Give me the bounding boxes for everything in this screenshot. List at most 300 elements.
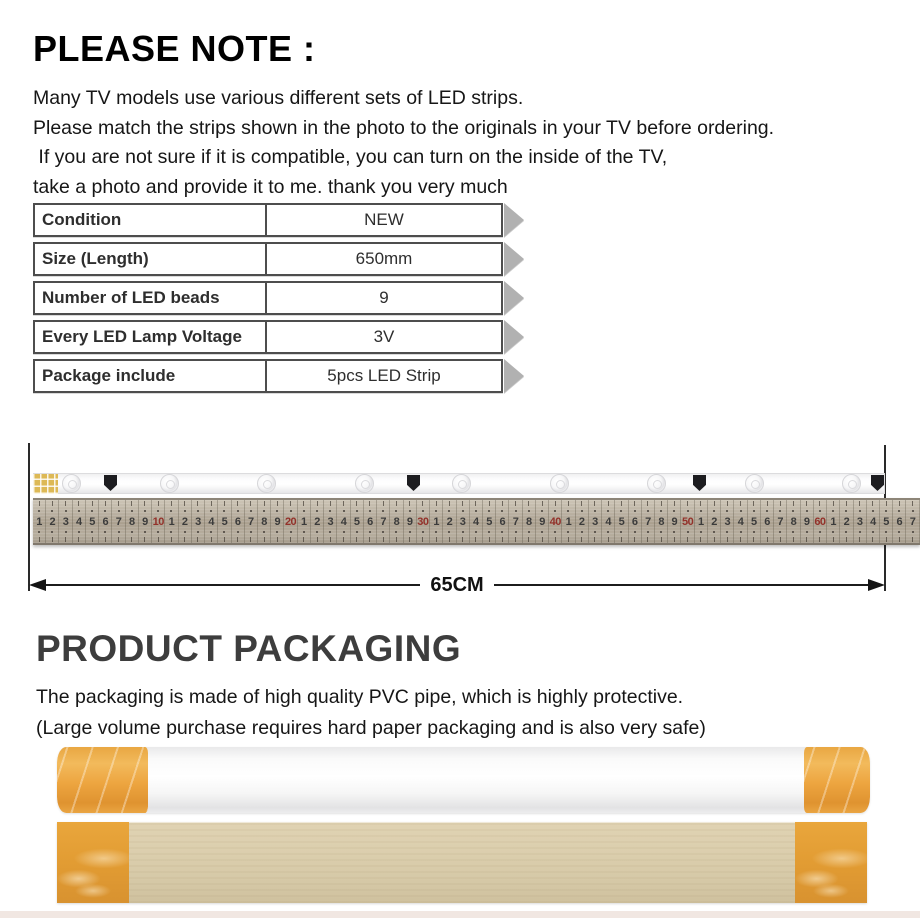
- tick-mark: [872, 501, 873, 506]
- tick-mark: [52, 537, 53, 542]
- tick-dot: [898, 531, 900, 533]
- spec-row-box: [33, 359, 503, 393]
- tick-dot: [356, 510, 358, 512]
- ruler-unit: [33, 500, 46, 543]
- tick-dot: [912, 531, 914, 533]
- ruler-unit: [708, 500, 721, 543]
- tick-dot: [753, 531, 755, 533]
- tick-dot: [528, 510, 530, 512]
- chevron-right-icon: [504, 281, 524, 315]
- dimension-annotation: [29, 574, 885, 596]
- dimension-line: [494, 584, 868, 586]
- ruler-unit: [245, 500, 258, 543]
- tick-dot: [581, 531, 583, 533]
- tick-dot: [184, 531, 186, 533]
- tick-dot: [223, 510, 225, 512]
- tick-mark: [886, 537, 887, 542]
- tick-mark: [475, 501, 476, 506]
- ruler-unit: [179, 500, 192, 543]
- tick-mark: [436, 537, 437, 542]
- ruler-unit: [59, 500, 72, 543]
- led-lens: [452, 474, 471, 493]
- tick-mark: [846, 537, 847, 542]
- tick-dot: [554, 531, 556, 533]
- ruler-unit: [787, 500, 800, 543]
- tick-mark: [859, 537, 860, 542]
- led-lens: [160, 474, 179, 493]
- tick-dot: [184, 510, 186, 512]
- tick-dot: [51, 510, 53, 512]
- tick-mark: [211, 501, 212, 506]
- tick-mark: [171, 501, 172, 506]
- ruler-number: 30: [417, 515, 429, 528]
- cable-connector: [104, 475, 117, 491]
- spec-row-box: [33, 242, 503, 276]
- tick-dot: [567, 531, 569, 533]
- ruler-unit: [284, 500, 297, 543]
- tick-mark: [886, 501, 887, 506]
- tick-mark: [899, 537, 900, 542]
- tick-dot: [766, 510, 768, 512]
- ruler-number: 7: [248, 515, 254, 528]
- cable-connector: [407, 475, 420, 491]
- tick-dot: [687, 531, 689, 533]
- tick-dot: [290, 531, 292, 533]
- spec-row-box: [33, 320, 503, 354]
- tick-dot: [898, 510, 900, 512]
- tick-mark: [581, 537, 582, 542]
- tick-dot: [157, 510, 159, 512]
- ruler-number: 6: [102, 515, 109, 528]
- tick-mark: [846, 501, 847, 506]
- led-lens: [550, 474, 569, 493]
- tick-mark: [674, 537, 675, 542]
- tick-dot: [607, 531, 609, 533]
- table-surface-shadow: [0, 911, 920, 918]
- note-heading: PLEASE NOTE :: [33, 28, 316, 69]
- tick-mark: [714, 501, 715, 506]
- tick-mark: [740, 537, 741, 542]
- ruler-unit: [536, 500, 549, 543]
- tick-dot: [607, 510, 609, 512]
- tick-mark: [647, 537, 648, 542]
- ruler-number: 6: [367, 515, 373, 528]
- tick-mark: [489, 537, 490, 542]
- ruler-unit: [774, 500, 787, 543]
- ruler-number: 3: [195, 515, 201, 528]
- ruler-number: 9: [406, 515, 413, 528]
- ruler-number: 3: [592, 515, 598, 528]
- tick-mark: [489, 501, 490, 506]
- tick-mark: [502, 537, 503, 542]
- arrow-right-icon: [868, 579, 885, 591]
- ruler-unit: [404, 500, 417, 543]
- tick-dot: [912, 510, 914, 512]
- ruler-number: 6: [896, 515, 903, 528]
- measurement-figure: [0, 443, 920, 603]
- tick-dot: [475, 510, 477, 512]
- spec-label: Number of LED beads: [35, 283, 267, 313]
- tick-dot: [210, 510, 212, 512]
- ruler-number: 5: [750, 515, 757, 528]
- led-lens: [257, 474, 276, 493]
- ruler-number: 3: [459, 515, 466, 528]
- ruler-number: 8: [393, 515, 400, 528]
- ruler-number: 7: [645, 515, 651, 528]
- tick-dot: [726, 510, 728, 512]
- tick-mark: [264, 537, 265, 542]
- ruler-unit: [298, 500, 311, 543]
- ruler-unit: [165, 500, 178, 543]
- tick-mark: [383, 537, 384, 542]
- ruler-unit: [483, 500, 496, 543]
- tick-mark: [819, 501, 820, 506]
- tick-dot: [647, 531, 649, 533]
- note-line: If you are not sure if it is compatible, you can turn on the inside of the TV,: [33, 146, 668, 168]
- tick-dot: [51, 531, 53, 533]
- tick-mark: [330, 537, 331, 542]
- tick-dot: [356, 531, 358, 533]
- tick-dot: [104, 531, 106, 533]
- tape-end-right: [804, 747, 870, 813]
- ruler-number: 10: [152, 515, 164, 528]
- tick-mark: [674, 501, 675, 506]
- spec-value: 3V: [373, 327, 395, 346]
- tick-mark: [356, 501, 357, 506]
- tick-mark: [647, 501, 648, 506]
- tick-mark: [740, 501, 741, 506]
- ruler-number: 8: [261, 515, 267, 528]
- ruler-unit: [827, 500, 840, 543]
- ruler-unit: [801, 500, 814, 543]
- tick-dot: [78, 531, 80, 533]
- ruler-number: 7: [512, 515, 519, 528]
- ruler-number: 5: [883, 515, 889, 528]
- ruler-number: 5: [486, 515, 492, 528]
- tick-mark: [568, 537, 569, 542]
- ruler-unit: [642, 500, 655, 543]
- tick-mark: [343, 501, 344, 506]
- tick-mark: [422, 537, 423, 542]
- tick-dot: [316, 531, 318, 533]
- tick-mark: [369, 537, 370, 542]
- ruler-number: 8: [525, 515, 532, 528]
- tick-dot: [65, 531, 67, 533]
- tick-dot: [700, 531, 702, 533]
- ruler-number: 7: [115, 515, 122, 528]
- tick-dot: [369, 510, 371, 512]
- ruler-number: 6: [631, 515, 638, 528]
- ruler-unit: [880, 500, 893, 543]
- ruler-unit: [232, 500, 245, 543]
- tick-mark: [912, 501, 913, 506]
- ruler-number: 3: [327, 515, 334, 528]
- tick-mark: [224, 501, 225, 506]
- tick-dot: [250, 510, 252, 512]
- tick-mark: [39, 537, 40, 542]
- tick-dot: [197, 531, 199, 533]
- ruler-scale: [33, 498, 920, 545]
- tick-dot: [316, 510, 318, 512]
- tick-dot: [501, 531, 503, 533]
- ruler-unit: [655, 500, 668, 543]
- ruler-number: 4: [737, 515, 744, 528]
- tick-mark: [131, 537, 132, 542]
- led-lens: [842, 474, 861, 493]
- tick-mark: [131, 501, 132, 506]
- tick-mark: [634, 501, 635, 506]
- tick-mark: [661, 501, 662, 506]
- spec-row: [33, 203, 524, 237]
- tick-dot: [329, 510, 331, 512]
- tick-dot: [78, 510, 80, 512]
- tick-dot: [435, 510, 437, 512]
- ruler-unit: [589, 500, 602, 543]
- tick-dot: [369, 531, 371, 533]
- tick-dot: [515, 531, 517, 533]
- ruler-number: 4: [76, 515, 82, 528]
- ruler-number: 3: [62, 515, 69, 528]
- ruler-unit: [615, 500, 628, 543]
- ruler-number: 2: [446, 515, 453, 528]
- tick-mark: [290, 501, 291, 506]
- tick-mark: [833, 501, 834, 506]
- ruler-number: 9: [671, 515, 678, 528]
- tick-dot: [263, 510, 265, 512]
- ruler-unit: [390, 500, 403, 543]
- tick-dot: [448, 531, 450, 533]
- spec-value: 9: [379, 288, 389, 307]
- tick-mark: [621, 537, 622, 542]
- ruler-number: 40: [549, 515, 561, 528]
- tick-dot: [872, 510, 874, 512]
- tick-dot: [779, 531, 781, 533]
- ruler-number: 9: [539, 515, 545, 528]
- tick-dot: [250, 531, 252, 533]
- ruler-unit: [523, 500, 536, 543]
- led-lens: [355, 474, 374, 493]
- tick-mark: [608, 537, 609, 542]
- spec-label: Every LED Lamp Voltage: [35, 322, 267, 352]
- tick-dot: [475, 531, 477, 533]
- tick-dot: [620, 531, 622, 533]
- tick-dot: [210, 531, 212, 533]
- tick-mark: [475, 537, 476, 542]
- tick-mark: [687, 537, 688, 542]
- tick-dot: [488, 510, 490, 512]
- ruler-number: 4: [605, 515, 611, 528]
- spec-label: Condition: [35, 205, 267, 235]
- tick-dot: [541, 510, 543, 512]
- tick-mark: [184, 537, 185, 542]
- tick-dot: [303, 510, 305, 512]
- ruler-unit: [139, 500, 152, 543]
- tick-dot: [395, 531, 397, 533]
- tick-dot: [713, 531, 715, 533]
- tick-dot: [528, 531, 530, 533]
- tick-dot: [303, 531, 305, 533]
- solder-pad: [33, 474, 58, 494]
- tick-mark: [144, 501, 145, 506]
- kraft-package-photo: [57, 822, 867, 903]
- ruler-unit: [112, 500, 125, 543]
- tick-dot: [779, 510, 781, 512]
- tick-dot: [462, 510, 464, 512]
- tick-dot: [753, 510, 755, 512]
- tick-mark: [528, 537, 529, 542]
- spec-row: [33, 320, 524, 354]
- tick-mark: [78, 501, 79, 506]
- ruler-number: 3: [856, 515, 863, 528]
- ruler-unit: [443, 500, 456, 543]
- tick-dot: [237, 510, 239, 512]
- led-lens: [62, 474, 81, 493]
- tick-dot: [276, 510, 278, 512]
- tick-dot: [409, 531, 411, 533]
- ruler-unit: [734, 500, 747, 543]
- tick-mark: [859, 501, 860, 506]
- ruler-unit: [761, 500, 774, 543]
- tick-mark: [594, 501, 595, 506]
- tick-mark: [237, 537, 238, 542]
- spec-value: NEW: [364, 210, 404, 229]
- tick-mark: [409, 501, 410, 506]
- ruler-unit: [854, 500, 867, 543]
- tick-mark: [528, 501, 529, 506]
- ruler-unit: [192, 500, 205, 543]
- tick-dot: [488, 531, 490, 533]
- tick-dot: [118, 510, 120, 512]
- ruler-number: 8: [128, 515, 135, 528]
- tick-dot: [885, 510, 887, 512]
- spec-value: 5pcs LED Strip: [327, 366, 441, 385]
- tick-dot: [687, 510, 689, 512]
- cable-connector: [693, 475, 706, 491]
- ruler-number: 4: [473, 515, 479, 528]
- tick-mark: [356, 537, 357, 542]
- ruler-unit: [496, 500, 509, 543]
- ruler-unit: [337, 500, 350, 543]
- tick-mark: [767, 501, 768, 506]
- ruler-unit: [668, 500, 681, 543]
- tick-mark: [250, 501, 251, 506]
- tick-dot: [104, 510, 106, 512]
- tick-mark: [449, 537, 450, 542]
- led-strip: [33, 473, 885, 494]
- tick-dot: [726, 531, 728, 533]
- tick-mark: [727, 501, 728, 506]
- spec-row: [33, 359, 524, 393]
- ruler-unit: [218, 500, 231, 543]
- spec-row-box: [33, 203, 503, 237]
- ruler-unit: [46, 500, 59, 543]
- tick-dot: [462, 531, 464, 533]
- tick-dot: [170, 531, 172, 533]
- tick-mark: [555, 501, 556, 506]
- tick-dot: [806, 531, 808, 533]
- ruler-unit: [509, 500, 522, 543]
- ruler-number: 50: [681, 515, 694, 528]
- tick-dot: [237, 531, 239, 533]
- ruler-unit: [602, 500, 615, 543]
- spec-label: Size (Length): [35, 244, 267, 274]
- chevron-right-icon: [504, 320, 524, 354]
- ruler-unit: [629, 500, 642, 543]
- ruler-unit: [906, 500, 919, 543]
- chevron-right-icon: [504, 242, 524, 276]
- tick-dot: [382, 531, 384, 533]
- ruler-unit: [867, 500, 880, 543]
- ruler-unit: [351, 500, 364, 543]
- tick-mark: [542, 537, 543, 542]
- note-line: Please match the strips shown in the photo to the originals in your TV before ordering.: [33, 116, 775, 139]
- ruler-unit: [377, 500, 390, 543]
- ruler-unit: [549, 500, 562, 543]
- tick-mark: [872, 537, 873, 542]
- tick-mark: [78, 537, 79, 542]
- tick-dot: [845, 510, 847, 512]
- spec-label: Package include: [35, 361, 267, 391]
- ruler-number: 60: [814, 515, 826, 528]
- tick-mark: [780, 501, 781, 506]
- ruler-number: 6: [764, 515, 770, 528]
- tick-mark: [197, 537, 198, 542]
- tick-dot: [620, 510, 622, 512]
- tick-mark: [211, 537, 212, 542]
- tick-dot: [554, 510, 556, 512]
- tick-mark: [52, 501, 53, 506]
- tick-dot: [634, 531, 636, 533]
- tick-dot: [792, 531, 794, 533]
- ruler-number: 5: [89, 515, 95, 528]
- tick-mark: [899, 501, 900, 506]
- ruler-number: 8: [790, 515, 797, 528]
- tick-dot: [541, 531, 543, 533]
- tick-dot: [197, 510, 199, 512]
- tick-mark: [65, 501, 66, 506]
- tape-end-right: [795, 822, 867, 903]
- ruler-unit: [271, 500, 284, 543]
- tick-dot: [766, 531, 768, 533]
- tick-mark: [343, 537, 344, 542]
- ruler-number: 5: [618, 515, 625, 528]
- tick-mark: [158, 501, 159, 506]
- ruler-number: 6: [234, 515, 241, 528]
- tick-dot: [144, 531, 146, 533]
- tick-dot: [806, 510, 808, 512]
- tick-mark: [806, 537, 807, 542]
- tick-mark: [92, 501, 93, 506]
- ruler-number: 6: [499, 515, 506, 528]
- tick-dot: [634, 510, 636, 512]
- tape-end-left: [57, 822, 129, 903]
- packaging-heading: PRODUCT PACKAGING: [36, 628, 462, 669]
- tick-mark: [714, 537, 715, 542]
- led-lens: [745, 474, 764, 493]
- ruler-unit: [99, 500, 112, 543]
- tape-end-left: [57, 747, 148, 813]
- tick-mark: [118, 501, 119, 506]
- tick-mark: [105, 537, 106, 542]
- tick-dot: [343, 531, 345, 533]
- tick-mark: [422, 501, 423, 506]
- ruler-unit: [814, 500, 827, 543]
- tick-mark: [780, 537, 781, 542]
- ruler-number: 2: [181, 515, 188, 528]
- tick-dot: [792, 510, 794, 512]
- tick-mark: [819, 537, 820, 542]
- tick-dot: [223, 531, 225, 533]
